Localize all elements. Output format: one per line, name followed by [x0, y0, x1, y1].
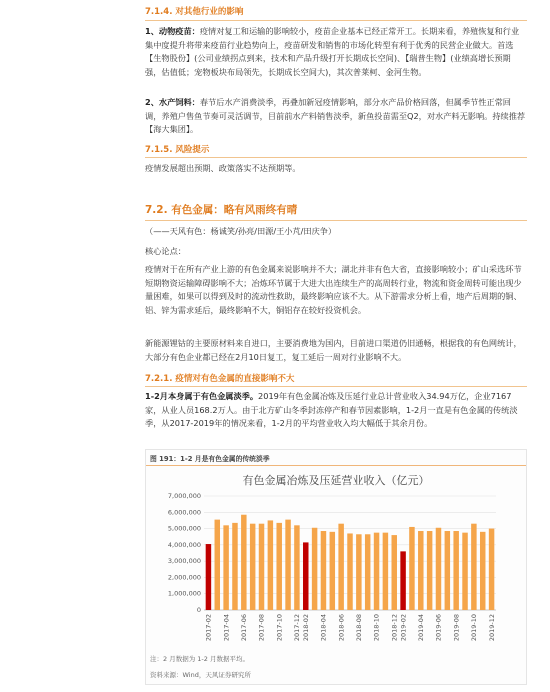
- core-paragraph: 疫情对于在所有产业上游的有色金属来说影响并不大；湖北并非有色大省，直接影响较小；矿山采选环节短期物资运输障碍影响不大；冶炼环节属于大进大出连续生产的高周转行业，物流和资金周转可能出现少量困难，如果可以得到及时的流动性救助，最终影响应该不大。从下游需求分析上看，地产后周期的铜、铝、锌为需求延后，最终影响不大，铜铝存在较好投资机会。: [145, 264, 522, 315]
- aquafeed-paragraph: [145, 96, 527, 137]
- bar: [462, 533, 467, 610]
- x-tick-label: 2017-02: [204, 614, 213, 642]
- authors-line: （——天风有色：杨诚笑/孙亮/田源/王小芃/田庆争）: [145, 226, 337, 236]
- bar: [294, 525, 299, 610]
- aquafeed-text: 春节后水产消费淡季，再叠加新冠疫情影响，部分水产品价格回落，但属季节性正常回调，养殖户售鱼节奏可灵活调节，目前前水产料销售淡季，新鱼投苗需至Q2，对水产料无影响。持续推荐【海大集团】。: [145, 97, 526, 135]
- bar: [383, 533, 388, 610]
- bar: [453, 531, 458, 610]
- x-tick-label: 2017-06: [240, 614, 249, 642]
- bar: [241, 515, 246, 610]
- x-tick-label: 2018-04: [319, 614, 328, 642]
- bar: [321, 531, 326, 610]
- seasonality-lead: 1-2月本身属于有色金属淡季。: [145, 391, 259, 401]
- x-tick-label: 2019-06: [434, 614, 443, 642]
- bar: [285, 520, 290, 610]
- bar: [338, 524, 343, 610]
- bar: [418, 531, 423, 610]
- risk-text: 疫情发展超出预期、政策落实不达预期等。: [145, 163, 301, 173]
- section-7-2-1-title: 7.2.1. 疫情对有色金属的直接影响不大: [145, 374, 295, 384]
- chart-title: 有色金属冶炼及压延营业收入（亿元）: [242, 474, 430, 487]
- y-tick-label: 0: [196, 606, 201, 614]
- y-tick-label: 7,000,000: [167, 492, 201, 500]
- figure-caption-rule: [146, 465, 526, 466]
- aquafeed-lead: 2、水产饲料：: [145, 97, 200, 107]
- vaccine-paragraph: [145, 25, 527, 79]
- seasonality-text: 2019年有色金属冶炼及压延行业总计营业收入34.94万亿，企业7167家，从业人员168.2万人。由于北方矿山冬季封冻停产和春节因素影响，1-2月一直是有色金属的传统淡季，从2017-2019年的情况来看，1-2月的平均营业收入均大幅低于其余月份。: [145, 391, 518, 429]
- bar: [268, 520, 273, 610]
- figure-note: 注：2 月数据为 1-2 月数据平均。: [150, 655, 249, 663]
- y-tick-label: 4,000,000: [167, 540, 201, 549]
- x-tick-label: 2017-08: [257, 614, 266, 642]
- y-tick-label: 3,000,000: [167, 557, 201, 566]
- bar: [356, 534, 361, 610]
- vaccine-lead: 1、动物疫苗：: [145, 26, 200, 36]
- x-tick-label: 2017-10: [275, 614, 284, 642]
- y-tick-label: 5,000,000: [167, 524, 201, 533]
- bar: [215, 520, 220, 610]
- x-tick-label: 2019-12: [487, 614, 496, 642]
- x-tick-label: 2018-12: [390, 614, 399, 642]
- section-rule: [145, 386, 527, 387]
- bar: [347, 533, 352, 610]
- bar: [206, 544, 211, 610]
- bar: [445, 531, 450, 610]
- figure-source: 资料来源：Wind，天风证券研究所: [150, 671, 251, 679]
- bar: [400, 551, 405, 610]
- x-tick-label: 2019-02: [399, 614, 408, 642]
- section-rule: [145, 20, 527, 21]
- bar: [374, 533, 379, 610]
- bar: [489, 529, 494, 610]
- bar: [276, 523, 281, 610]
- section-rule: [145, 220, 527, 221]
- core-label: 核心论点：: [145, 246, 186, 256]
- bar: [223, 525, 228, 610]
- x-tick-label: 2019-08: [452, 614, 461, 642]
- revenue-bar-chart: [146, 468, 526, 650]
- vaccine-text: 疫情对复工和运输的影响较小，疫苗企业基本已经正常开工。长期来看，养殖恢复和行业集中度提升将带来疫苗行业趋势向上，疫苗研发和销售的市场化转型有利于优秀的民营企业做大。首选【生物股份】(公司业绩拐点到来，技术和产品升级打开长期成长空间)、【瑞普生物】(业绩高增长预期强，估值低；宠物板块布局领先，长期成长空间大)，其次普莱柯、金河生物。: [145, 26, 520, 77]
- section-7-1-5-title: 7.1.5. 风险提示: [145, 145, 210, 155]
- x-tick-label: 2019-04: [416, 614, 425, 642]
- y-tick-label: 6,000,000: [167, 508, 201, 517]
- y-tick-label: 1,000,000: [167, 589, 201, 598]
- bar: [427, 531, 432, 610]
- section-rule: [145, 157, 527, 158]
- seasonality-paragraph: [145, 390, 527, 431]
- bar: [391, 535, 396, 610]
- bar: [480, 532, 485, 610]
- bar: [409, 527, 414, 610]
- x-tick-label: 2018-06: [337, 614, 346, 642]
- x-tick-label: 2019-10: [470, 614, 479, 642]
- y-tick-label: 2,000,000: [167, 573, 201, 582]
- bar: [259, 524, 264, 610]
- cobalt-paragraph: 新能源锂钴的主要原材料来自进口，主要消费地为国内，目前进口渠道仍旧通畅，根据我的有色网统计，大部分有色企业都已经在2月10日复工，复工延后一周对行业影响不大。: [145, 338, 522, 362]
- section-7-1-4-title: 7.1.4. 对其他行业的影响: [145, 7, 244, 17]
- bar: [303, 542, 308, 610]
- bar: [250, 524, 255, 610]
- figure-caption: 图 191：1-2 月是有色金属的传统淡季: [150, 455, 270, 463]
- bar: [232, 523, 237, 610]
- bar: [436, 528, 441, 610]
- x-tick-label: 2018-10: [372, 614, 381, 642]
- x-tick-label: 2017-12: [293, 614, 302, 642]
- x-tick-label: 2017-04: [222, 614, 231, 642]
- bar: [471, 524, 476, 610]
- bar: [312, 528, 317, 610]
- x-tick-label: 2018-08: [355, 614, 364, 642]
- bar: [365, 534, 370, 610]
- section-7-2-title: 7.2. 有色金属：略有风雨终有晴: [145, 204, 298, 216]
- x-tick-label: 2018-02: [301, 614, 310, 642]
- bar: [330, 532, 335, 610]
